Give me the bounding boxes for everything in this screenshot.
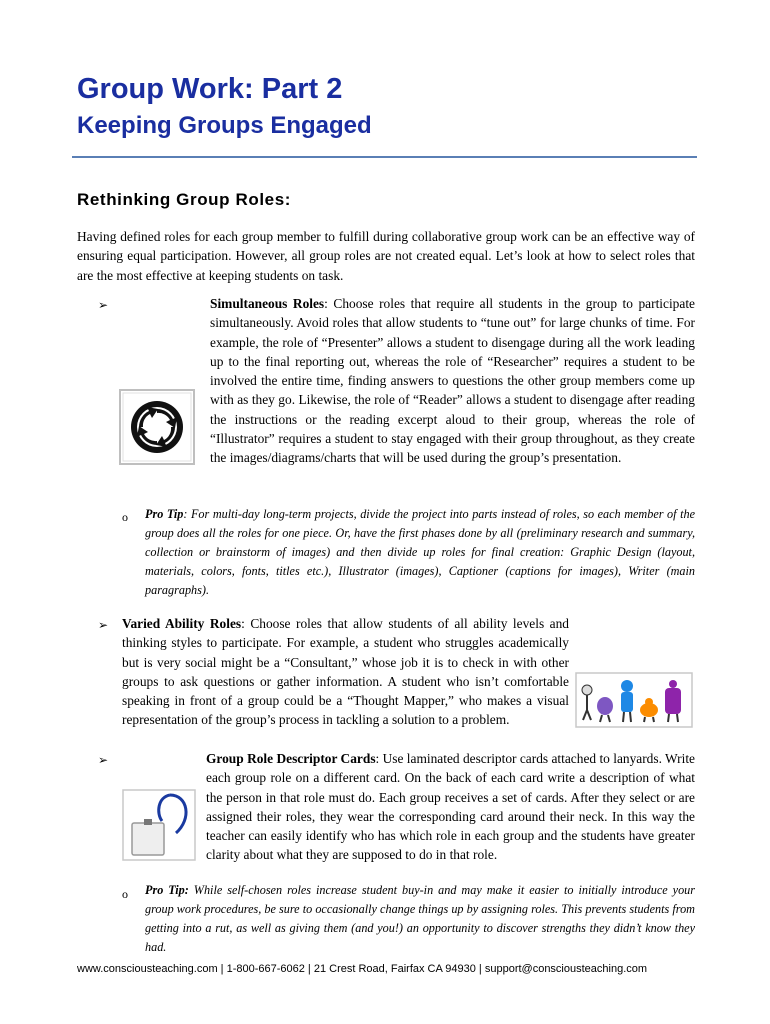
page-title: Group Work: Part 2 (77, 73, 343, 105)
list-item-varied-ability-roles (122, 614, 695, 730)
item-text: : Choose roles that allow students of all ability levels and thinking styles to participate. For example, a student who struggles academically but is very social might be a “Consultant,” whose job it is to check in with other groups to ask questions or gather information. A student who isn’t comfortable speaking in front of a group could be a “Thought Mapper,” who makes a visual representation of the group’s process in tackling a solution to a problem. (122, 616, 569, 728)
item-text: : Choose roles that require all students in the group to participate simultaneously. Avoid roles that allow students to “tune out” for large chunks of time. For example, the role of “Presenter” allows a student to disengage during all the work leading up to the final reporting out, whereas the role of “Researcher” requires a student to be involved the entire time, finding answers to questions the other group members come up with as they go. Likewise, the role of “Reader” allows a student to disengage after reading the instructions or the reading excerpt aloud to their group, whereas the role of “Illustrator” requires a student to stay engaged with their group throughout, as they create the images/diagrams/charts that will be used during the group’s presentation. (210, 296, 695, 466)
tip-text: While self-chosen roles increase student buy-in and may make it easier to initially introduce your group work procedures, be sure to occasionally change things up by assigning roles. This prevents students from getting into a rut, as well as giving them (and you!) an opportunity to discover strengths they didn’t know they had. (145, 883, 695, 954)
page-footer: www.consciousteaching.com | 1-800-667-6062 | 21 Crest Road, Fairfax CA 94930 | support@consciousteaching.com (77, 963, 648, 975)
bullet-marker: ➢ (98, 298, 109, 312)
tip-label: Pro Tip (145, 507, 184, 521)
list-item-simultaneous-roles (122, 294, 695, 468)
list-item-descriptor-cards (122, 749, 695, 865)
tip-marker: o (122, 887, 128, 901)
item-text: : Use laminated descriptor cards attached to lanyards. Write each group role on a different card. On the back of each card write a description of what the person in that role must do. Each group receives a set of cards. After they select or are assigned their roles, they wear the corresponding card around their neck. In this way the teacher can easily identify who has which role in each group and the students have greater clarity about what they are supposed to do in that role. (206, 751, 695, 863)
pro-tip-2 (145, 881, 695, 957)
bullet-marker: ➢ (98, 753, 109, 767)
tip-text: : For multi-day long-term projects, divide the project into parts instead of roles, so each member of the group does all the roles for one piece. Or, have the first phases done by all (preliminary research and summary, collection or brainstorm of images) and then divide up roles for final creation: Graphic Design (layout, materials, colors, fonts, titles etc.), Illustrator (images), Captioner (captions for images), Writer (main paragraphs). (145, 507, 695, 597)
item-label: Group Role Descriptor Cards (206, 751, 376, 766)
page-subtitle: Keeping Groups Engaged (77, 112, 372, 139)
characters-icon (575, 672, 695, 728)
cycle-arrows-icon (118, 388, 204, 466)
item-label: Varied Ability Roles (122, 616, 242, 631)
lanyard-card-icon (122, 789, 202, 865)
tip-label: Pro Tip: (145, 883, 189, 897)
item-label: Simultaneous Roles (210, 296, 325, 311)
section-heading: Rethinking Group Roles: (77, 190, 292, 209)
pro-tip-1 (145, 505, 695, 600)
bullet-marker: ➢ (98, 618, 109, 632)
intro-paragraph: Having defined roles for each group member to fulfill during collaborative group work can be an effective way of ensuring equal participation. However, all group roles are not created equal. Let’s look at how to select roles that are the most effective at keeping students on task. (77, 229, 695, 283)
header-divider (72, 156, 697, 158)
tip-marker: o (122, 510, 128, 524)
